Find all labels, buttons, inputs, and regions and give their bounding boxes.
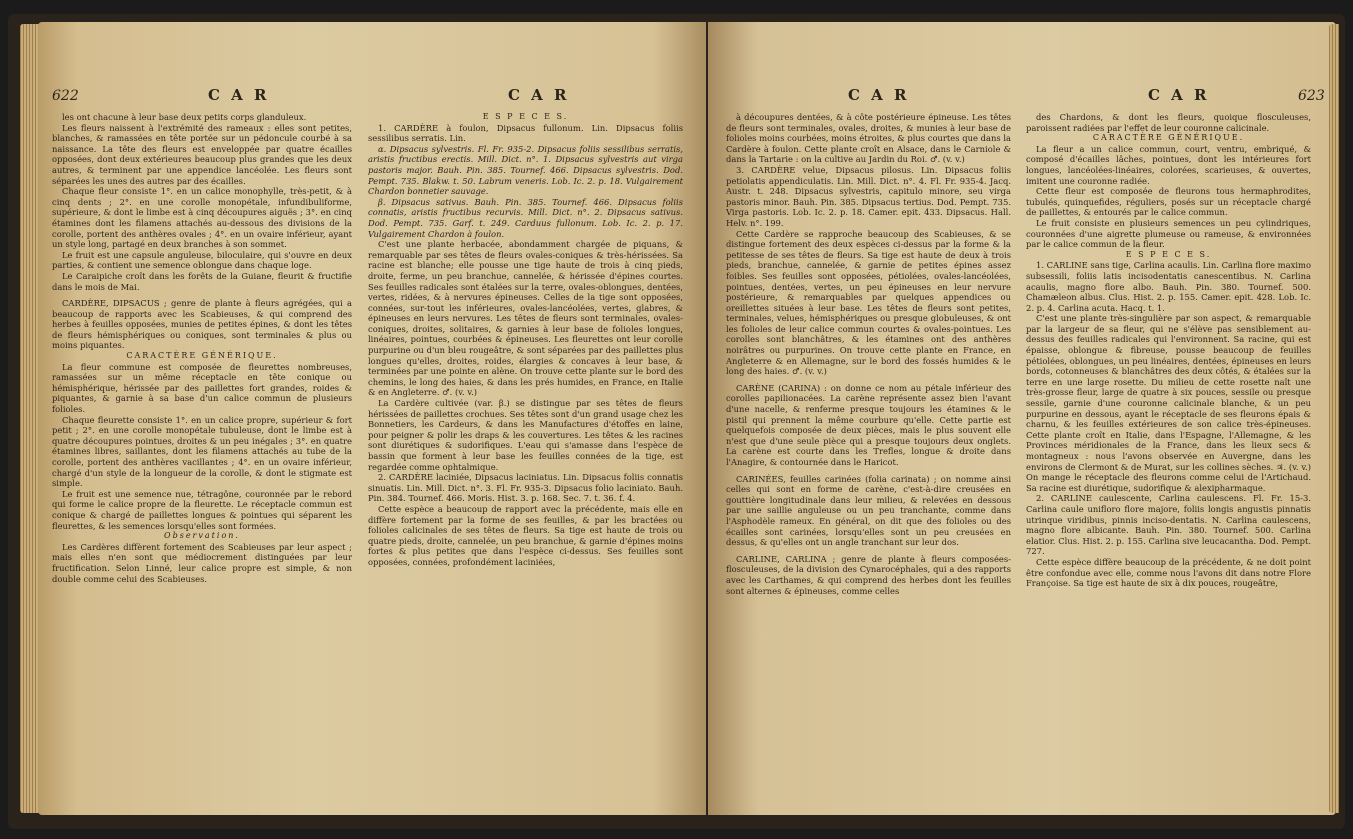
- text-column-2: [368, 112, 683, 812]
- paragraph: CARDÈRE, DIPSACUS ; genre de plante à fleurs agrégées, qui a beaucoup de rapports avec les Scabieuses, & qui comprend des herbes à feuilles opposées, munies de petites épines, & dont les têtes de fleurs hémisphériques ou coniques, sont terminales & plus ou moins piquantes.: [52, 298, 352, 351]
- paragraph: 1. CARDÈRE à foulon, Dipsacus fullonum. Lin. Dipsacus foliis sessilibus serratis. Lin.: [368, 122, 683, 144]
- running-header-right: C A R: [1148, 86, 1210, 104]
- paragraph: C'est une plante herbacée, abondamment chargée de piquans, & remarquable par ses têtes de fleurs ovales-coniques & très-hérissées. Sa racine est blanche; elle pousse une tige haute de trois à cinq pieds, droite, ferme, un peu branchue, cannelée, & hérissée d'épines courtes. Ses feuilles radicales sont étalées sur la terre, ovales-oblongues, dentées, vertes, ridées, & à nervures épineuses. Celles de la tige sont opposées, connées, sur-tout les inférieures, ovales-lancéolées, vertes, glabres, & épineuses en leurs nervures. Les têtes de fleurs sont terminales, ovales-coniques, droites, solitaires, & garnies à leur base de folioles longues, linéaires, pointues, courbées & épineuses. Les fleurettes ont leur corolle purpurine ou d'un bleu rougeâtre, & sont séparées par des paillettes plus longues qu'elles, droites, roides, élargies & concaves à leur base, & terminées par une pointe en alène. On trouve cette plante sur le bord des chemins, le long des haies, & dans les prés humides, en France, en Italie & en Angleterre. ♂. (v. v.): [368, 239, 683, 398]
- book-spread: [8, 14, 1345, 829]
- paragraph: 2. CARLINE caulescente, Carlina caulescens. Fl. Fr. 15-3. Carlina caule unifloro flore majore, foliis longis angustis pinnatis utrinque viridibus, pinnis inciso-dentatis. N. Carlina caulescens, magno flore albicante. Bauh. Pin. 380. Tournef. 500. Carlina elatior. Clus. Hist. 2. p. 155. Carlina sive leucacantha. Dod. Pempt. 727.: [1026, 493, 1311, 557]
- paragraph: à découpures dentées, & à côte postérieure épineuse. Les têtes de fleurs sont terminales, ovales, droites, & munies à leur base de folioles moins courbées, moins étroites, & plus courtes que dans la Cardère à foulon. Cette plante croît en Alsace, dans le Carniole & dans la Tartarie : on la cultive au Jardin du Roi. ♂. (v. v.): [726, 112, 1011, 165]
- section-heading: CARACTÈRE GÉNÉRIQUE.: [1092, 133, 1245, 143]
- paragraph: Le fruit consiste en plusieurs semences un peu cylindriques, couronnées d'une aigrette plumeuse ou rameuse, & environnées par le calice commun de la fleur.: [1026, 217, 1311, 250]
- paragraph: Le fruit est une semence nue, tétragône, couronnée par le rebord qui forme le calice propre de la fleurette. Le réceptacle commun est conique & chargé de paillettes longues & pointues qui séparent les fleurettes, & les semences lorsqu'elles sont formées.: [52, 488, 352, 531]
- paragraph: C'est une plante très-singulière par son aspect, & remarquable par la largeur de sa fleur, qui ne s'élève pas sensiblement au-dessus des feuilles radicales qui l'environnent. Sa racine, qui est épaisse, oblongue & fibreuse, pousse beaucoup de feuilles pétiolées, oblongues, un peu linéaires, dentées, épineuses en leurs bords, cotonneuses & blanchâtres des deux côtés, & étalées sur la terre en une large rosette. Du milieu de cette rosette naît une très-grosse fleur, large de quatre à six pouces, sessile ou presque sessile, garnie d'une couronne calicinale blanche, & un peu purpurine en dessous, ayant le réceptacle de ses fleurons épais & charnu, & les feuilles extérieures de son calice très-épineuses. Cette plante croît en Italie, dans l'Espagne, l'Allemagne, & les Provinces méridionales de la France, dans les lieux secs & montagneux : nous l'avons observée en Auvergne, dans les environs de Clermont & de Murat, sur les collines sèches. ♃. (v. v.) On mange le réceptacle des fleurons comme celui de l'Artichaud. Sa racine est diurétique, sudorifique & alexipharmaque.: [1026, 313, 1311, 493]
- paragraph: CARÈNE (CARINA) : on donne ce nom au pétale inférieur des corolles papilionacées. La carène représente assez bien l'avant d'une nacelle, & renferme presque toujours les étamines & le pistil qui prennent la même courbure qu'elle. Cette partie est quelquefois composée de deux pièces, mais le plus souvent elle n'est que d'une seule pièce qui a presque toujours deux onglets. La carène est courte dans les Trefles, longue & droite dans l'Anagire, & contournée dans le Haricot.: [726, 382, 1011, 467]
- paragraph: Le fruit est une capsule anguleuse, biloculaire, qui s'ouvre en deux parties, & contient une semence oblongue dans chaque loge.: [52, 249, 352, 271]
- paragraph: La fleur a un calice commun, court, ventru, embriqué, & composé d'écailles lâches, pointues, dont les intérieures fort longues, lancéolées-linéaires, colorées, scarieuses, & ouvertes, imitent une couronne radiée.: [1026, 143, 1311, 186]
- paragraph: Cette espèce diffère beaucoup de la précédente, & ne doit point être confondue avec elle, comme nous l'avons dit dans notre Flore Françoise. Sa tige est haute de six à dix pouces, rougeâtre,: [1026, 556, 1311, 589]
- left-page: [38, 22, 706, 815]
- text-column-2: [1026, 112, 1311, 812]
- paragraph: Les fleurs naissent à l'extrémité des rameaux : elles sont petites, blanches, & ramassées en tête portée sur un pédoncule courbé à sa naissance. La tête des fleurs est enveloppée par quatre écailles opposées, dont deux extérieures beaucoup plus grandes que les deux autres, & terminent par une appendice lancéolée. Les fleurs sont séparées les unes des autres par des écailles.: [52, 122, 352, 186]
- paragraph: La fleur commune est composée de fleurettes nombreuses, ramassées sur un même réceptacle en tête conique ou hémisphérique, hérissée par des paillettes fort grandes, roides & piquantes, & garnie à sa base d'un calice commun de plusieurs folioles.: [52, 361, 352, 415]
- paragraph: Les Cardères diffèrent fortement des Scabieuses par leur aspect ; mais elles n'en sont que médiocrement distinguées par leur fructification. Selon Linné, leur calice propre est simple, & non double comme celui des Scabieuses.: [52, 541, 352, 584]
- section-heading: E S P E C E S.: [1125, 249, 1212, 259]
- paragraph: β. Dipsacus sativus. Bauh. Pin. 385. Tournef. 466. Dipsacus foliis connatis, aristis fructibus recurvis. Mill. Dict. n°. 2. Dipsacus sativus. Dod. Pempt. 735. Garf. t. 249. Carduus fullonum. Lob. Ic. 2. p. 17. Vulgairement Chardon à foulon.: [368, 196, 683, 239]
- text-column-1: [726, 112, 1011, 812]
- page-number: 623: [1298, 88, 1325, 104]
- section-heading: E S P E C E S.: [482, 112, 569, 121]
- paragraph: α. Dipsacus sylvestris. Fl. Fr. 935-2. Dipsacus foliis sessilibus serratis, aristis fructibus erectis. Mill. Dict. n°. 1. Dipsacus sylvestris aut virga pastoris major. Bauh. Pin. 385. Tournef. 466. Dipsacus sylvestris. Dod. Pempt. 735. Blakw. t. 50. Labrum veneris. Lob. Ic. 2. p. 18. Vulgairement Chardon bonnetier sauvage.: [368, 143, 683, 197]
- paragraph: La Cardère cultivée (var. β.) se distingue par ses têtes de fleurs hérissées de paillettes crochues. Ses têtes sont d'un grand usage chez les Bonnetiers, les Cardeurs, & dans les Manufactures d'étoffes en laine, pour peigner & polir les draps & les couvertures. Les têtes & les racines sont diurétiques & sudorifiques. L'eau qui s'amasse dans l'espèce de bassin que forment à leur base les feuilles connées de la tige, est regardée comme ophtalmique.: [368, 398, 683, 472]
- paragraph: Chaque fleur consiste 1°. en un calice monophylle, très-petit, & à cinq dents ; 2°. en une corolle monopétale, infundibuliforme, supérieure, & dont le limbe est à cinq découpures aiguës ; 3°. en cinq étamines dont les filamens attachés au-dessous des divisions de la corolle, portent des anthères ovales ; 4°. en un ovaire inférieur, ayant un style long, partagé en deux branches à son sommet.: [52, 186, 352, 250]
- paragraph: des Chardons, & dont les fleurs, quoique flosculeuses, paroissent radiées par l'effet de leur couronne calicinale.: [1026, 112, 1311, 133]
- running-header-left: C A R: [208, 86, 270, 104]
- paragraph: 3. CARDÈRE velue, Dipsacus pilosus. Lin. Dipsacus foliis petiolatis appendiculatis. Lin. Mill. Dict. n°. 4. Fl. Fr. 935-4. Jacq. Austr. t. 248. Dipsacus sylvestris, capitulo minore, seu virga pastoris minor. Bauh. Pin. 385. Dipsacus tertius. Dod. Pempt. 735. Virga pastoris. Lob. Ic. 2. p. 18. Camer. epit. 433. Dipsacus. Hall. Helv. n°. 199.: [726, 164, 1011, 228]
- page-edges-right: [1329, 24, 1339, 813]
- paragraph: Chaque fleurette consiste 1°. en un calice propre, supérieur & fort petit ; 2°. en une corolle monopétale tubuleuse, dont le limbe est à quatre découpures pointues, droites & un peu inégales ; 3°. en quatre étamines libres, saillantes, dont les filamens attachés au tube de la corolle, portent des anthères vacillantes ; 4°. en un ovaire inférieur, chargé d'un style de la longueur de la corolle, & dont le stigmate est simple.: [52, 414, 352, 489]
- text-column-1: [52, 112, 352, 812]
- paragraph: les ont chacune à leur base deux petits corps glanduleux.: [62, 112, 307, 122]
- paragraph: CARINÉES, feuilles carinées (folia carinata) ; on nomme ainsi celles qui sont en forme de carène, c'est-à-dire creusées en gouttière longitudinale dans leur milieu, & relevées en dessous par une saillie anguleuse ou un peu tranchante, comme dans l'Asphodèle rameux. En général, on dit que des folioles ou des écailles sont carinées, lorsqu'elles sont un peu creusées en dessus, & qu'elles ont un angle tranchant sur leur dos.: [726, 473, 1011, 548]
- paragraph: Cette Cardère se rapproche beaucoup des Scabieuses, & se distingue fortement des deux espèces ci-dessus par la forme & la petitesse de ses têtes de fleurs. Sa tige est haute de deux à trois pieds, branchue, cannelée, & garnie de petites épines assez foibles. Ses feuilles sont opposées, pétiolées, ovales-lancéolées, pointues, dentées, vertes, un peu épineuses en leur nervure postérieure, & remarquables par quelques appendices ou oreillettes situées à leur base. Les têtes de fleurs sont petites, terminales, velues, hémisphériques ou presque globuleuses, & ont les folioles de leur calice commun courtes & ovales-pointues. Les corolles sont blanchâtres, & les étamines ont des anthères noirâtres ou purpurines. On trouve cette plante en France, en Angleterre & en Allemagne, sur le bord des fossés humides & le long des haies. ♂. (v. v.): [726, 228, 1011, 377]
- paragraph: Cette espèce a beaucoup de rapport avec la précédente, mais elle en diffère fortement par la forme de ses feuilles, & par les bractées ou folioles calicinales de ses têtes de fleurs. Sa tige est haute de trois ou quatre pieds, droite, cannelée, un peu branchue, & garnie d'épines moins fortes & plus petites que dans l'espèce ci-dessus. Ses feuilles sont opposées, connées, profondément laciniées,: [368, 503, 683, 567]
- right-page: [708, 22, 1336, 815]
- section-heading: CARACTÈRE GÉNÉRIQUE.: [126, 351, 278, 361]
- paragraph: 2. CARDÈRE laciniée, Dipsacus laciniatus. Lin. Dipsacus foliis connatis sinuatis. Lin. Mill. Dict. n°. 3. Fl. Fr. 935-3. Dipsacus folio laciniato. Bauh. Pin. 384. Tournef. 466. Moris. Hist. 3. p. 168. Sec. 7. t. 36. f. 4.: [368, 472, 683, 504]
- paragraph: CARLINE, CARLINA ; genre de plante à fleurs composées-flosculeuses, de la division des Cynarocéphales, qui a des rapports avec les Carthames, & qui comprend des herbes dont les feuilles sont alternes & épineuses, comme celles: [726, 553, 1011, 596]
- page-number: 622: [52, 88, 79, 104]
- paragraph: Le Caraipiche croît dans les forêts de la Guiane, fleurit & fructifie dans le mois de Mai.: [52, 270, 352, 292]
- running-header-right: C A R: [508, 86, 570, 104]
- section-heading: Observation.: [164, 531, 240, 541]
- paragraph: 1. CARLINE sans tige, Carlina acaulis. Lin. Carlina flore maximo subsessili, foliis latis incisodentatis canescentibus. N. Carlina acaulis, magno flore albo. Bauh. Pin. 380. Tournef. 500. Chamæleon albus. Clus. Hist. 2. p. 155. Camer. epit. 428. Lob. Ic. 2. p. 4. Carlina acuta. Hacq. t. 1.: [1026, 260, 1311, 313]
- paragraph: Cette fleur est composée de fleurons tous hermaphrodites, tubulés, quinquefides, réguliers, posés sur un réceptacle chargé de paillettes, & entourés par le calice commun.: [1026, 186, 1311, 218]
- running-header-left: C A R: [848, 86, 910, 104]
